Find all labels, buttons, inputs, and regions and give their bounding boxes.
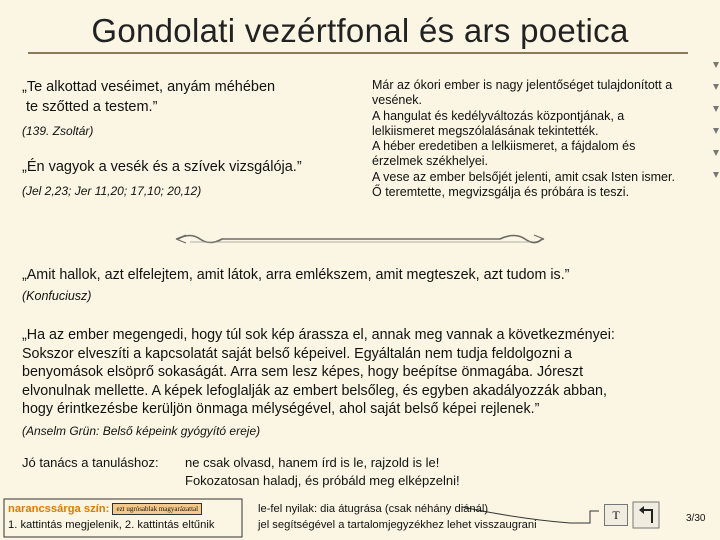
grun-line: hogy érintkezésbe kerüljön önmaga mélységével, ahol saját belső képei rejlenek.” [22,401,540,418]
quote-revelation: „Én vagyok a vesék és a szívek vizsgálója.” [22,159,302,175]
kidney-explanation [372,78,712,200]
title-underline [28,52,688,54]
quote-psalm-line1: „Te alkottad veséimet, anyám méhében [22,79,276,95]
confucius-quote: „Amit hallok, azt elfelejtem, amit látok, arra emlékszem, amit megteszek, azt tudom is.” [22,267,570,283]
legend-click-info: 1. kattintás megjelenik, 2. kattintás eltűnik [8,519,215,531]
explanation-line: lelkiismeret megszólalásának tekintették. [372,123,599,138]
toc-back-button[interactable]: T [604,504,628,526]
explanation-line: Már az ókori ember is nagy jelentőséget tulajdonított a [372,78,673,92]
advice-line1: ne csak olvasd, hanem írd is le, rajzold is le! [185,455,440,470]
grun-line: elvonulnak mellette. A képek lefoglalják az embert belsőleg, és egyben akadályozzák abban, [22,382,607,399]
explanation-line: Ő teremtette, megvizsgálja és próbára is teszi. [372,185,630,200]
revelation-reference: (Jel 2,23; Jer 11,20; 17,10; 20,12) [22,184,202,198]
page-title: Gondolati vezértfonal és ars poetica [91,12,629,49]
legend-arrows-line2: jel segítségével a tartalomjegyzékhez lehet visszaugrani [258,519,537,531]
edge-scroll-strip [712,60,720,500]
grun-line: Sokszor elveszíti a kapcsolatát saját belső képeivel. Egyáltalán nem tudja feldolgozni a [22,345,572,362]
grun-line: benyomások elsöprő sokaságát. Arra sem lesz képes, hogy beépítse önmagába. Jóreszt [22,364,584,381]
explanation-line: A vese az ember belsőjét jelenti, amit csak Isten ismer. [372,169,675,184]
legend-popup-sample: ezt ugrósablak magyarázattal [112,503,202,515]
page-number: 3/30 [686,513,706,524]
scroll-up-icon [713,62,719,68]
grun-author: (Anselm Grün: Belső képeink gyógyító ereje) [22,424,261,438]
return-arrow-icon[interactable] [632,501,660,529]
advice-label: Jó tanács a tanuláshoz: [22,455,159,470]
legend-color-row [8,502,202,516]
explanation-line: A héber eredetiben a lelkiismeret, a fájdalom és [372,139,636,154]
legend-arrows-line1: le-fel nyilak: dia átugrása (csak néhány diánál) [258,503,489,515]
quote-psalm-line2: te szőtted a testem.” [22,99,158,115]
ornament-divider [170,230,550,248]
explanation-line: vesének. [372,93,423,108]
grun-line: „Ha az ember megengedi, hogy túl sok kép árassza el, annak meg vannak a következményei: [22,327,615,343]
advice-line2: Fokozatosan haladj, és próbáld meg elképzelni! [185,473,460,488]
legend-color-label: narancssárga szín: [8,503,110,515]
confucius-author: (Konfuciusz) [22,289,92,303]
psalm-reference: (139. Zsoltár) [22,124,94,138]
grun-quote [22,326,712,419]
explanation-line: A hangulat és kedélyváltozás központjának, a [372,108,625,123]
explanation-line: érzelmek székhelyei. [372,154,489,169]
